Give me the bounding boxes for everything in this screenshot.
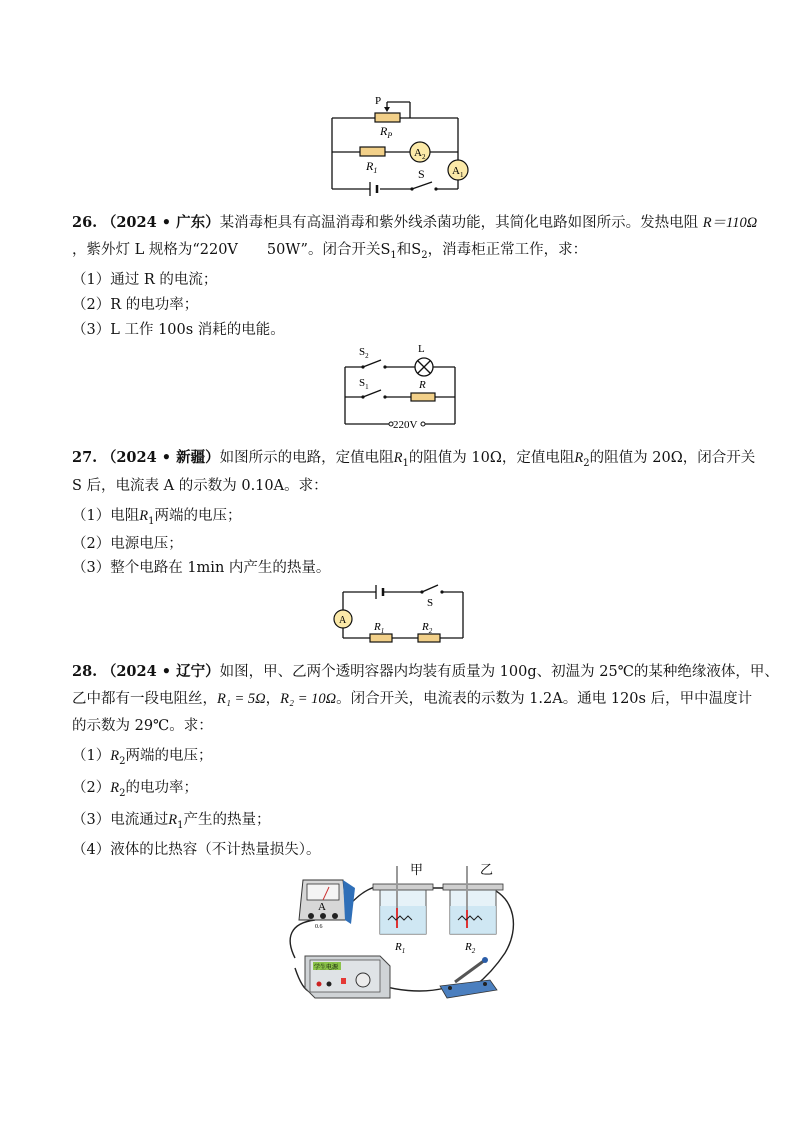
knife-switch	[440, 957, 497, 998]
resistor-r2	[418, 634, 440, 642]
svg-text:A: A	[318, 901, 326, 913]
rheostat-rp	[375, 113, 400, 122]
resistor-r1	[370, 634, 392, 642]
q28-item-1: $(1)R_2$两端的电压；	[72, 748, 213, 767]
label-a2: A	[414, 147, 422, 159]
question-source: （2024 • 辽宁）	[101, 663, 220, 680]
q28-line2: 乙中都有一段电阻丝，R₁ = 5Ω，R₂ = 10Ω。闭合开关，电流表的示数为 1.2A。通电 120s 后，甲中温度计	[72, 691, 753, 707]
svg-text:R1: $R_1$	[374, 621, 385, 635]
q26-line1: 26. （2024 • 广东）某消毒柜具有高温消毒和紫外线杀菌功能，其简化电路如图所示。发热电阻 R＝110Ω	[72, 214, 758, 231]
svg-text:A2: $A_2$	[414, 147, 426, 161]
q27-line2: S 后，电流表 A 的示数为 0.10A。求：	[72, 478, 328, 494]
q27-line1: 27. （2024 • 新疆）如图所示的电路，定值电阻$R_1$的阻值为 10Ω，定值电阻$R_2$的阻值为 20Ω，闭合开关	[72, 449, 756, 469]
svg-text:S: S	[427, 597, 434, 609]
svg-text:学生电源: 学生电源	[314, 965, 339, 971]
svg-text:L: L	[418, 343, 425, 355]
q26-item-3: （3）L 工作 100s 消耗的电能。	[72, 322, 285, 338]
svg-text:P	[375, 95, 381, 107]
svg-text:0.6: 0.6	[315, 924, 323, 930]
q28-item-2: $(2)R_2$的电功率；	[72, 780, 198, 799]
q26-line2: ，紫外灯 L 规格为“220V 50W”。闭合开关$S_1$和$S_2$，消毒柜正常工作，求：	[72, 242, 588, 261]
q27-item-2: （2）电源电压；	[72, 536, 183, 552]
svg-text:RP: $R_P$	[380, 124, 393, 140]
svg-text:S	[418, 167, 425, 181]
apparatus-figure-q28	[285, 858, 525, 1008]
q28-line3: 的示数为 29℃。求：	[72, 718, 213, 734]
circuit-diagram	[320, 92, 480, 197]
label-voltage: 220V	[393, 419, 418, 431]
circuit-figure-q27	[330, 582, 470, 646]
label-s: S	[418, 167, 425, 181]
circuit-figure-q25	[320, 92, 480, 197]
svg-text:R1: $R_1$	[366, 159, 378, 175]
question-source: （2024 • 新疆）	[101, 449, 220, 466]
q28-line1: 28. （2024 • 辽宁）如图，甲、乙两个透明容器内均装有质量为 100g、初温为 25℃的某种绝缘液体，甲、	[72, 663, 779, 680]
q26-item-1: （1）通过 R 的电流；	[72, 272, 218, 288]
label-a1: A	[452, 165, 460, 177]
q28-item-3: （3）电流通过$R_1$产生的热量；	[72, 812, 271, 831]
container-jia	[373, 862, 433, 955]
svg-text:R1: $R_1$	[395, 941, 406, 955]
apparatus-illustration	[285, 858, 525, 1008]
circuit-diagram	[330, 582, 470, 646]
q27-item-3: （3）整个电路在 1min 内产生的热量。	[72, 560, 331, 576]
svg-text:S2: $S_2$	[359, 346, 369, 360]
svg-text:A1: $A_1$	[452, 165, 464, 179]
question-number: 27.	[72, 449, 98, 466]
svg-text:R2: $R_2$	[422, 621, 433, 635]
circuit-figure-q26	[335, 340, 465, 435]
resistance-expression: R＝110Ω	[702, 215, 758, 231]
circuit-diagram	[335, 340, 465, 435]
question-number: 26.	[72, 214, 98, 231]
label-rp: R	[380, 124, 388, 138]
resistor-r1	[360, 147, 385, 156]
ammeter	[299, 880, 355, 930]
q28-item-4: （4）液体的比热容（不计热量损失）。	[72, 842, 321, 858]
svg-text:220V	[393, 419, 418, 431]
label-p: P	[375, 95, 382, 107]
svg-text:乙: 乙	[480, 862, 494, 877]
question-number: 28.	[72, 663, 98, 680]
svg-text:甲: 甲	[410, 862, 424, 877]
svg-text:R: R	[419, 379, 426, 391]
q27-item-1: （1）电阻$R_1$两端的电压；	[72, 508, 242, 527]
svg-text:S1: $S_1$	[359, 377, 369, 391]
q26-item-2: （2）R 的电功率；	[72, 297, 199, 313]
student-power-supply	[305, 956, 390, 998]
question-source: （2024 • 广东）	[101, 214, 220, 231]
resistor-r	[411, 393, 435, 401]
svg-text:A: A	[339, 615, 347, 626]
container-yi	[443, 862, 503, 955]
label-r1: R	[366, 159, 374, 173]
svg-text:R2: $R_2$	[465, 941, 476, 955]
